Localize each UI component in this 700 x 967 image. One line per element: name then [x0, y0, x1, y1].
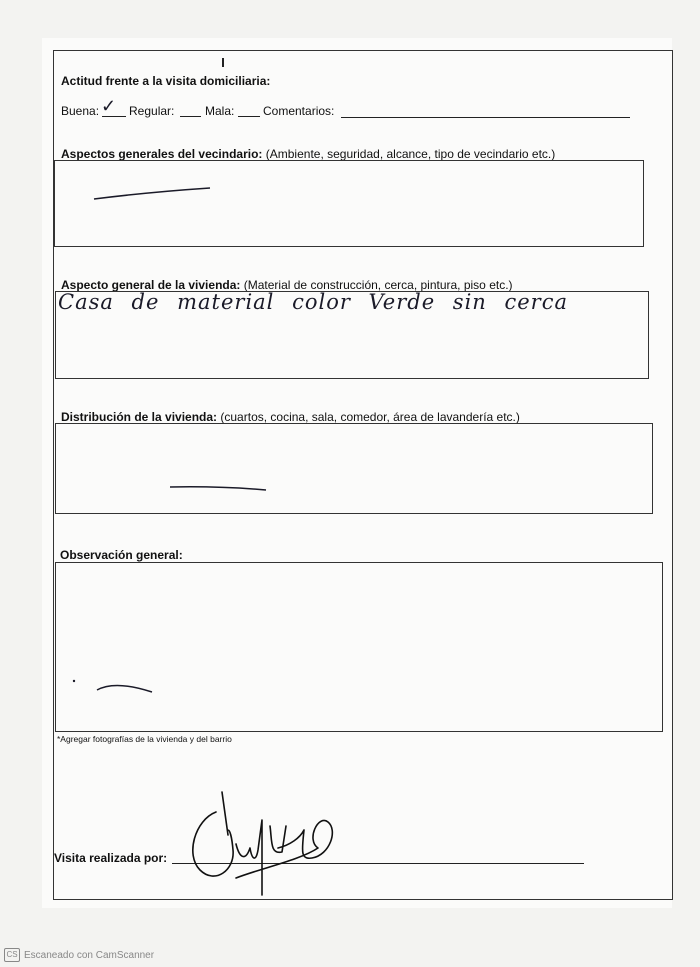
- buena-label: Buena:: [61, 104, 100, 118]
- photos-note: *Agregar fotografías de la vivienda y del barrio: [57, 734, 232, 744]
- attitude-heading: Actitud frente a la visita domiciliaria:: [61, 74, 271, 88]
- distribution-heading: Distribución de la vivienda:: [61, 410, 218, 424]
- footer-text: Escaneado con CamScanner: [24, 949, 155, 961]
- distribution-hint: (cuartos, cocina, sala, comedor, área de lavandería etc.): [220, 410, 520, 424]
- buena-checkmark: ✓: [101, 96, 118, 117]
- mala-label: Mala:: [205, 104, 235, 118]
- neighborhood-heading: Aspectos generales del vecindario:: [61, 147, 263, 161]
- neighborhood-hint: (Ambiente, seguridad, alcance, tipo de vecindario etc.): [265, 147, 556, 161]
- signature-label: Visita realizada por:: [54, 851, 168, 865]
- scanner-footer: [4, 948, 154, 962]
- comments-label: Comentarios:: [263, 104, 335, 118]
- housing-hint: (Material de construcción, cerca, pintura, piso etc.): [243, 278, 513, 292]
- camscanner-logo: CS: [4, 948, 20, 962]
- observation-heading: Observación general:: [60, 548, 183, 562]
- housing-handwriting: Casa de material color Verde sin cerca: [58, 290, 569, 314]
- regular-label: Regular:: [129, 104, 175, 118]
- housing-heading: Aspecto general de la vivienda:: [61, 278, 241, 292]
